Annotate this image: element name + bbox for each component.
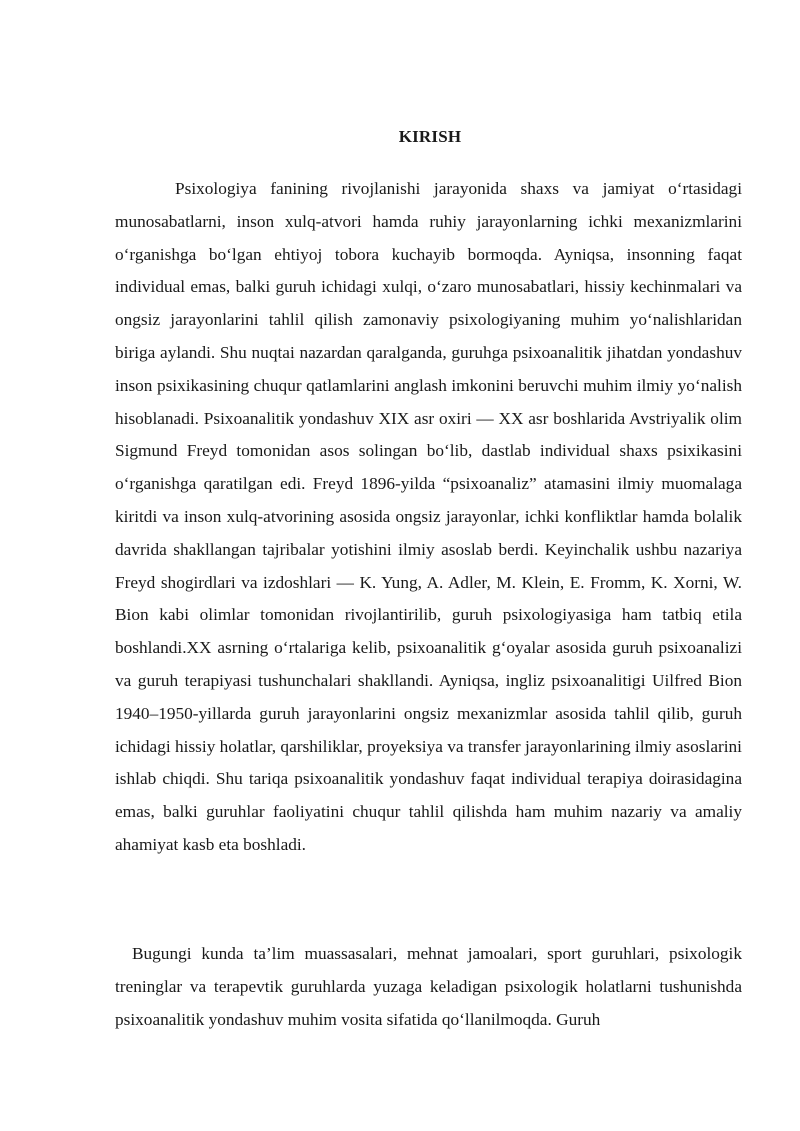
page-title: KIRISH [398, 127, 462, 146]
intro-paragraph-1: Psixologiya fanining rivojlanishi jarayonida shaxs va jamiyat o‘rtasidagi munosabatlarni, inson xulq-atvori hamda ruhiy jarayonlarning ichki mexanizmlarini o‘rganishga bo‘lgan ehtiyoj tobora kuchayib bormoqda. Ayniqsa, insonning faqat individual emas, balki guruh ichidagi xulqi, o‘zaro munosabatlari, hissiy kechinmalari va ongsiz jarayonlarini tahlil qilish zamonaviy psixologiyaning muhim yo‘nalishlaridan biriga aylandi. Shu nuqtai nazardan qaralganda, guruhga psixoanalitik jihatdan yondashuv inson psixikasining chuqur qatlamlarini anglash imkonini beruvchi muhim ilmiy yo‘nalish hisoblanadi. Psixoanalitik yondashuv XIX asr oxiri — XX asr boshlarida Avstriyalik olim Sigmund Freyd tomonidan asos solingan bo‘lib, dastlab individual shaxs psixikasini o‘rganishga qaratilgan edi. Freyd 1896-yilda “psixoanaliz” atamasini ilmiy muomalaga kiritdi va inson xulq-atvorining asosida ongsiz jarayonlar, ichki konfliktlar hamda bolalik davrida shakllangan tajribalar yotishini ilmiy asoslab berdi. Keyinchalik ushbu nazariya Freyd shogirdlari va izdoshlari — K. Yung, A. Adler, M. Klein, E. Fromm, K. Xorni, W. Bion kabi olimlar tomonidan rivojlantirilib, guruh psixologiyasiga ham tatbiq etila boshlandi.XX asrning o‘rtalariga kelib, psixoanalitik g‘oyalar asosida guruh psixoanalizi va guruh terapiyasi tushunchalari shakllandi. Ayniqsa, ingliz psixoanalitigi Uilfred Bion 1940–1950-yillarda guruh jarayonlarini ongsiz mexanizmlar asosida tahlil qilib, guruh ichidagi hissiy holatlar, qarshiliklar, proyeksiya va transfer jarayonlarining ilmiy asoslarini ishlab chiqdi. Shu tariqa psixoanalitik yondashuv faqat individual terapiya doirasidagina emas, balki guruhlar faoliyatini chuqur tahlil qilishda ham muhim nazariy va amaliy ahamiyat kasb eta boshladi. [115, 179, 742, 854]
intro-paragraph-2: Bugungi kunda ta’lim muassasalari, mehnat jamoalari, sport guruhlari, psixologik treninglar va terapevtik guruhlarda yuzaga keladigan psixologik holatlarni tushunishda psixoanalitik yondashuv muhim vosita sifatida qo‘llanilmoqda. Guruh [115, 944, 742, 1029]
